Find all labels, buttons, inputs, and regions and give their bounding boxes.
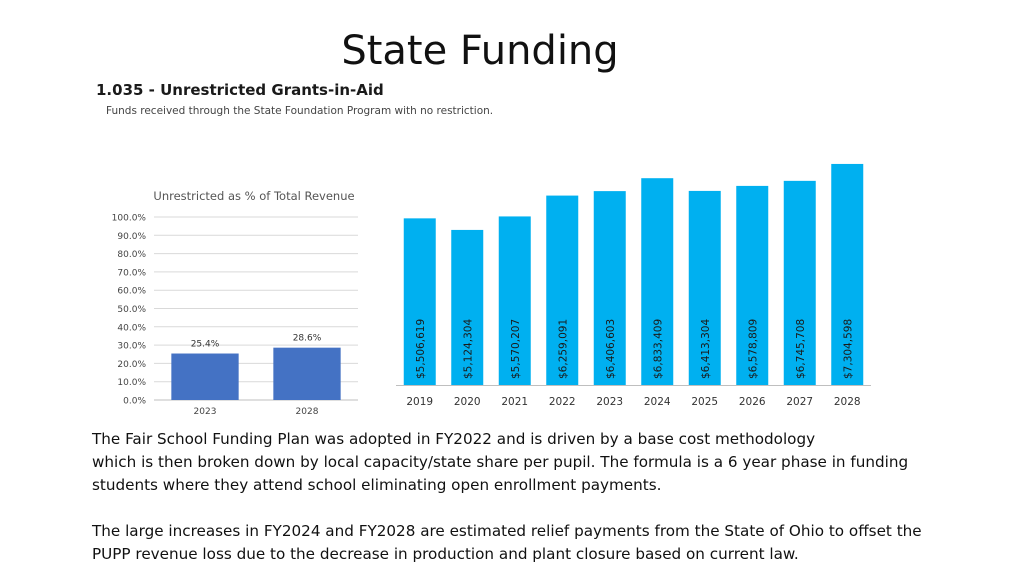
x-tick-label: 2023: [596, 396, 624, 408]
data-label: $6,578,809: [747, 318, 760, 379]
x-tick-label: 2024: [643, 396, 671, 408]
unrestricted-grants-chart: [396, 155, 876, 417]
y-tick-label: 100.0%: [111, 213, 146, 224]
data-label: $5,506,619: [414, 318, 427, 379]
x-tick-label: 2023: [193, 407, 217, 417]
paragraph-fair-school-funding: [92, 428, 972, 497]
paragraph-line: PUPP revenue loss due to the decrease in production and plant closure based on current law.: [92, 545, 799, 563]
y-tick-label: 90.0%: [117, 231, 146, 242]
y-tick-label: 60.0%: [117, 286, 146, 297]
slide-title: State Funding: [341, 28, 619, 74]
x-tick-label: 2025: [691, 396, 719, 408]
data-label: $6,413,304: [699, 318, 712, 379]
section-subheading: Funds received through the State Foundation Program with no restriction.: [106, 105, 494, 117]
data-label: $6,833,409: [652, 318, 665, 379]
x-tick-label: 2020: [453, 396, 481, 408]
bar: [171, 354, 238, 400]
data-label: $7,304,598: [842, 318, 855, 379]
y-tick-label: 10.0%: [117, 378, 146, 389]
paragraph-relief-payments: [92, 520, 972, 566]
bar: [273, 348, 340, 400]
x-tick-label: 2021: [501, 396, 529, 408]
x-tick-label: 2028: [295, 407, 319, 417]
data-label: 28.6%: [292, 333, 322, 344]
y-tick-label: 20.0%: [117, 359, 146, 370]
x-tick-label: 2019: [406, 396, 434, 408]
x-tick-label: 2028: [833, 396, 861, 408]
paragraph-line: which is then broken down by local capacity/state share per pupil. The formula is a 6 year phase in funding: [92, 453, 909, 471]
data-label: $5,570,207: [509, 318, 522, 379]
paragraph-line: The large increases in FY2024 and FY2028 are estimated relief payments from the State of Ohio to offset the: [92, 522, 922, 540]
x-tick-label: 2022: [548, 396, 576, 408]
data-label: $6,406,603: [604, 318, 617, 379]
x-tick-label: 2027: [786, 396, 814, 408]
y-tick-label: 50.0%: [117, 305, 146, 315]
data-label: 25.4%: [190, 339, 220, 350]
body-text: [92, 428, 972, 566]
y-tick-label: 30.0%: [117, 341, 146, 352]
unrestricted-percent-chart: [96, 180, 366, 425]
section-heading: 1.035 - Unrestricted Grants-in-Aid: [96, 81, 384, 99]
y-tick-label: 0.0%: [123, 396, 146, 407]
data-label: $6,259,091: [557, 318, 570, 379]
y-tick-label: 80.0%: [117, 250, 146, 261]
y-tick-label: 40.0%: [117, 323, 146, 334]
data-label: $5,124,304: [462, 318, 475, 379]
chart-title: Unrestricted as % of Total Revenue: [153, 189, 355, 203]
data-label: $6,745,708: [794, 318, 807, 379]
x-tick-label: 2026: [738, 396, 766, 408]
paragraph-line: students where they attend school eliminating open enrollment payments.: [92, 476, 662, 494]
y-tick-label: 70.0%: [117, 268, 146, 279]
paragraph-line: The Fair School Funding Plan was adopted in FY2022 and is driven by a base cost methodology: [92, 430, 816, 448]
